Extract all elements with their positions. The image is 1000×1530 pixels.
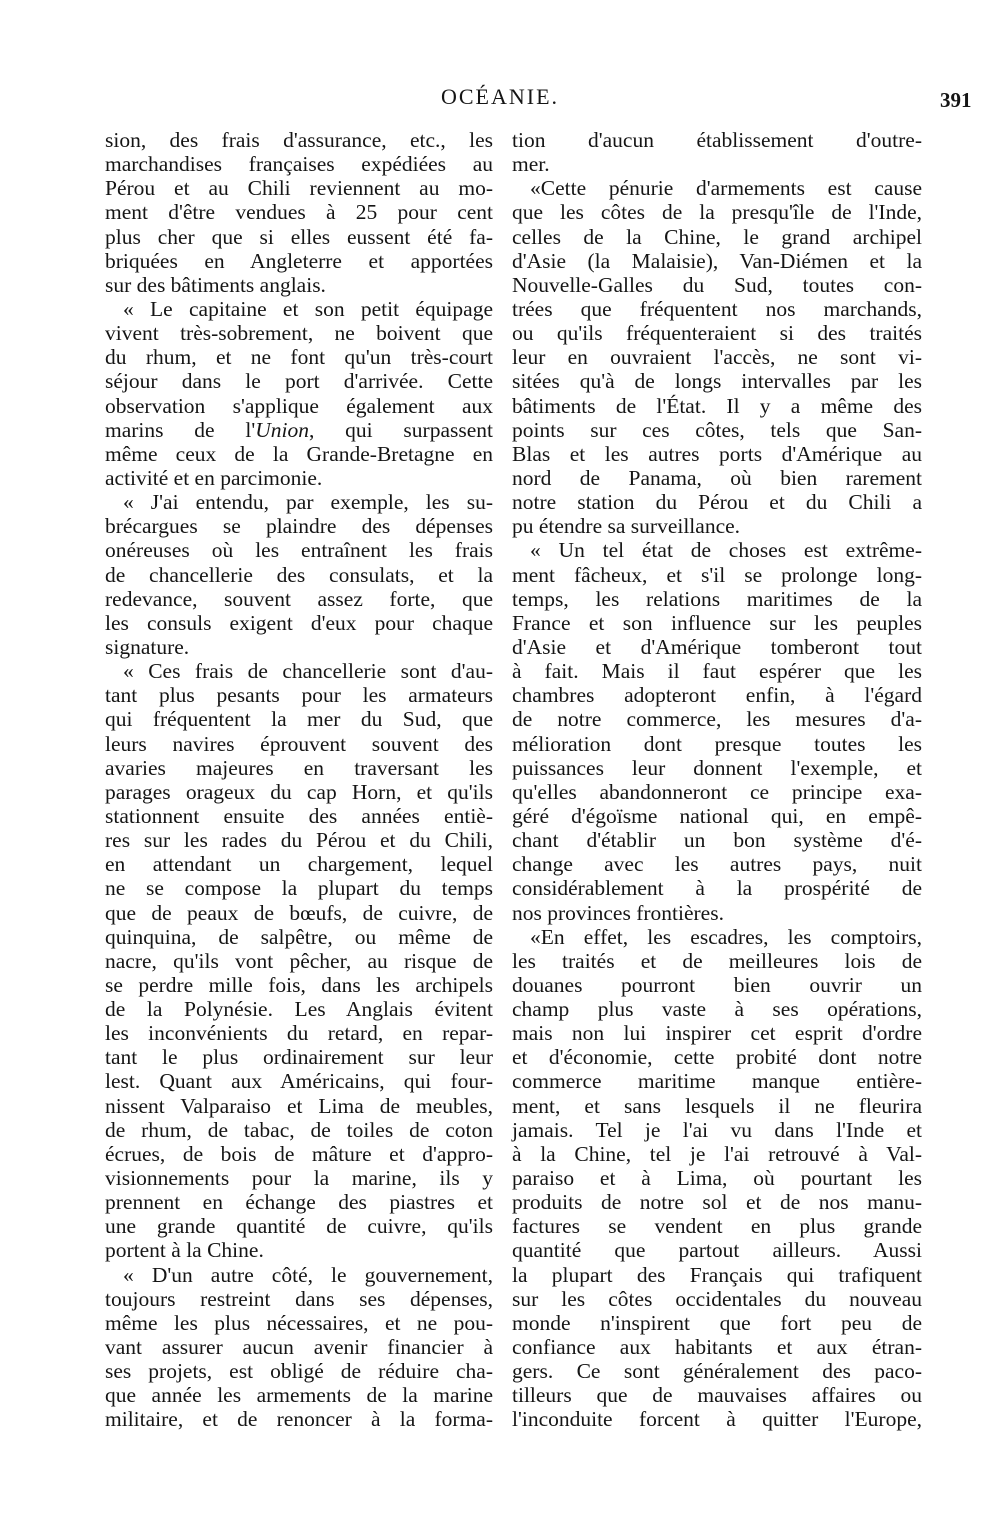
text-line: ment d'être vendues à 25 pour cent: [105, 200, 493, 225]
paragraph: [105, 490, 493, 659]
text-segment: marins de l': [105, 417, 256, 442]
right-column: [512, 128, 922, 1432]
text-line: tant plus pesants pour les armateurs: [105, 683, 493, 708]
text-line: «En effet, les escadres, les comptoirs,: [530, 924, 922, 949]
text-line: d'Asie et d'Amérique tomberont tout: [512, 634, 922, 659]
text-line: prennent en échange des piastres et: [105, 1190, 493, 1215]
running-head-title: OCÉANIE.: [440, 84, 560, 109]
text-line: produits de notre sol et de nos manu-: [512, 1190, 922, 1215]
text-line: factures se vendent en plus grande: [512, 1214, 922, 1239]
text-line: leurs navires éprouvent souvent des: [105, 731, 493, 756]
text-line: notre station du Pérou et du Chili a: [512, 490, 922, 515]
text-line: plus cher que si elles eussent été fa-: [105, 224, 493, 249]
text-line: observation s'applique également aux: [105, 393, 493, 418]
text-line: quinquina, de salpêtre, ou même de: [105, 924, 493, 949]
text-line: Nouvelle-Galles du Sud, toutes con-: [512, 272, 922, 297]
text-line: tion d'aucun établissement d'outre-: [512, 128, 922, 152]
text-line: portent à la Chine.: [105, 1238, 264, 1263]
page-number: 391: [940, 88, 972, 112]
text-line: chambres adopteront enfin, à l'égard: [512, 683, 922, 708]
text-line: qui fréquentent la mer du Sud, que: [105, 707, 493, 732]
text-line: que de peaux de bœufs, de cuivre, de: [105, 900, 493, 925]
text-line: chant d'établir un bon système d'é-: [512, 828, 922, 853]
text-line: avaries majeures en traversant les: [105, 755, 493, 780]
text-line: mer.: [512, 152, 550, 177]
text-line: nord de Panama, où bien rarement: [512, 465, 922, 490]
text-line: ses projets, est obligé de réduire cha-: [105, 1359, 493, 1384]
text-line: géré d'égoïsme national qui, en empê-: [512, 803, 922, 828]
text-line: marchandises françaises expédiées au: [105, 152, 493, 177]
text-segment: , qui surpassent: [309, 417, 494, 442]
text-line: gers. Ce sont généralement des paco-: [512, 1359, 922, 1384]
text-line: de chancellerie des consulats, et la: [105, 562, 493, 587]
text-line: même les plus nécessaires, et ne pou-: [105, 1310, 493, 1335]
text-line: France et son influence sur les peuples: [512, 610, 922, 635]
paragraph: [105, 659, 493, 1263]
text-line: à la Chine, tel je l'ai retrouvé à Val-: [512, 1141, 922, 1166]
text-line: nissent Valparaiso et Lima de meubles,: [105, 1093, 493, 1118]
text-line: confiance aux habitants et aux étran-: [512, 1335, 922, 1360]
text-line: « D'un autre côté, le gouvernement,: [123, 1262, 493, 1287]
text-line: Pérou et au Chili reviennent au mo-: [105, 176, 493, 201]
text-line: celles de la Chine, le grand archipel: [512, 224, 922, 249]
paragraph: [512, 176, 922, 538]
text-line: signature.: [105, 634, 190, 659]
text-line: sitées qu'à de longs intervalles par les: [512, 369, 922, 394]
text-line: écrues, de bois de mâture et d'appro-: [105, 1141, 493, 1166]
text-line: considérablement à la prospérité de: [512, 876, 922, 901]
text-line: « Le capitaine et son petit équipage: [123, 296, 493, 321]
text-line: stationnent ensuite des années entiè-: [105, 803, 493, 828]
text-line: nos provinces frontières.: [512, 900, 724, 925]
text-line: Blas et les autres ports d'Amérique au: [512, 441, 922, 466]
text-line: quantité que partout ailleurs. Aussi: [512, 1238, 922, 1263]
text-line: mélioration dont presque toutes les: [512, 731, 922, 756]
text-line: même ceux de la Grande-Bretagne en: [105, 441, 493, 466]
text-line: tilleurs que de mauvaises affaires ou: [512, 1383, 922, 1408]
text-line: redevance, souvent assez forte, que: [105, 586, 493, 611]
text-line: sion, des frais d'assurance, etc., les: [105, 128, 493, 152]
text-line: de la Polynésie. Les Anglais évitent: [105, 997, 493, 1022]
text-line: toujours restreint dans ses dépenses,: [105, 1286, 493, 1311]
text-line: en attendant un chargement, lequel: [105, 852, 493, 877]
text-line: qu'elles abandonneront ce principe exa-: [512, 779, 922, 804]
text-line: lest. Quant aux Américains, qui four-: [105, 1069, 493, 1094]
paragraph: [105, 128, 493, 297]
text-line: «Cette pénurie d'armements est cause: [530, 176, 922, 201]
text-line: paraiso et à Lima, où pourtant les: [512, 1166, 922, 1191]
text-line: sur les côtes occidentales du nouveau: [512, 1286, 922, 1311]
text-line: « Un tel état de choses est extrême-: [530, 538, 922, 563]
text-line: que les côtes de la presqu'île de l'Inde,: [512, 200, 922, 225]
paragraph: [512, 538, 922, 924]
text-line: mais non lui inspirer cet esprit d'ordre: [512, 1021, 922, 1046]
paragraph: [105, 1263, 493, 1432]
text-line: séjour dans le port d'arrivée. Cette: [105, 369, 493, 394]
text-line: vant assurer aucun avenir financier à: [105, 1335, 493, 1360]
text-line: vivent très-sobrement, ne boivent que: [105, 321, 493, 346]
text-line: ou qu'ils fréquenteraient si des traités: [512, 321, 922, 346]
text-line: brécargues se plaindre des dépenses: [105, 514, 493, 539]
paragraph: [512, 925, 922, 1432]
text-line: onéreuses où les entraînent les frais: [105, 538, 493, 563]
text-line: ment, et sans lesquels il ne fleurira: [512, 1093, 922, 1118]
text-line: « J'ai entendu, par exemple, les su-: [123, 490, 493, 515]
text-line: les inconvénients du retard, en repar-: [105, 1021, 493, 1046]
text-line: monde n'inspirent que fort peu de: [512, 1310, 922, 1335]
text-line: points sur ces côtes, tels que San-: [512, 417, 922, 442]
text-line: commerce maritime manque entière-: [512, 1069, 922, 1094]
left-column: [105, 128, 493, 1432]
text-line: douanes pourront bien ouvrir un: [512, 972, 922, 997]
text-line: puissances leur donnent l'exemple, et: [512, 755, 922, 780]
text-line: l'inconduite forcent à quitter l'Europe,: [512, 1407, 922, 1432]
text-line: tant le plus ordinairement sur leur: [105, 1045, 493, 1070]
text-line: sur des bâtiments anglais.: [105, 272, 326, 297]
text-line: pu étendre sa surveillance.: [512, 514, 741, 539]
text-line: une grande quantité de cuivre, qu'ils: [105, 1214, 493, 1239]
text-line: militaire, et de renoncer à la forma-: [105, 1407, 493, 1432]
paragraph: [512, 128, 922, 176]
text-line: de rhum, de tabac, de toiles de coton: [105, 1117, 493, 1142]
text-line: leur en ouvraient l'accès, ne sont vi-: [512, 345, 922, 370]
text-line: activité et en parcimonie.: [105, 465, 323, 490]
text-line: de notre commerce, les mesures d'a-: [512, 707, 922, 732]
text-line: champ plus vaste à ses opérations,: [512, 997, 922, 1022]
paragraph: [105, 297, 493, 490]
text-line: à fait. Mais il faut espérer que les: [512, 659, 922, 684]
text-line: jamais. Tel je l'ai vu dans l'Inde et: [512, 1117, 922, 1142]
text-line: et d'économie, cette probité dont notre: [512, 1045, 922, 1070]
text-line: que année les armements de la marine: [105, 1383, 493, 1408]
text-line: « Ces frais de chancellerie sont d'au-: [123, 659, 493, 684]
text-line: [105, 418, 493, 442]
text-line: les traités et de meilleures lois de: [512, 948, 922, 973]
italic-text: Union: [255, 417, 309, 442]
text-line: bâtiments de l'État. Il y a même des: [512, 393, 922, 418]
text-line: change avec les autres pays, nuit: [512, 852, 922, 877]
text-line: la plupart des Français qui trafiquent: [512, 1262, 922, 1287]
text-line: res sur les rades du Pérou et du Chili,: [105, 828, 493, 853]
text-line: ne se compose la plupart du temps: [105, 876, 493, 901]
text-line: ment fâcheux, et s'il se prolonge long-: [512, 562, 922, 587]
text-line: parages orageux du cap Horn, et qu'ils: [105, 779, 493, 804]
text-line: visionnements pour la marine, ils y: [105, 1166, 493, 1191]
text-line: nacre, qu'ils vont pêcher, au risque de: [105, 948, 493, 973]
text-line: se perdre mille fois, dans les archipels: [105, 972, 493, 997]
text-line: du rhum, et ne font qu'un très-court: [105, 345, 493, 370]
text-line: trées que fréquentent nos marchands,: [512, 296, 922, 321]
text-line: briquées en Angleterre et apportées: [105, 248, 493, 273]
text-line: les consuls exigent d'eux pour chaque: [105, 610, 493, 635]
text-line: temps, les relations maritimes de la: [512, 586, 922, 611]
text-line: d'Asie (la Malaisie), Van-Diémen et la: [512, 248, 922, 273]
